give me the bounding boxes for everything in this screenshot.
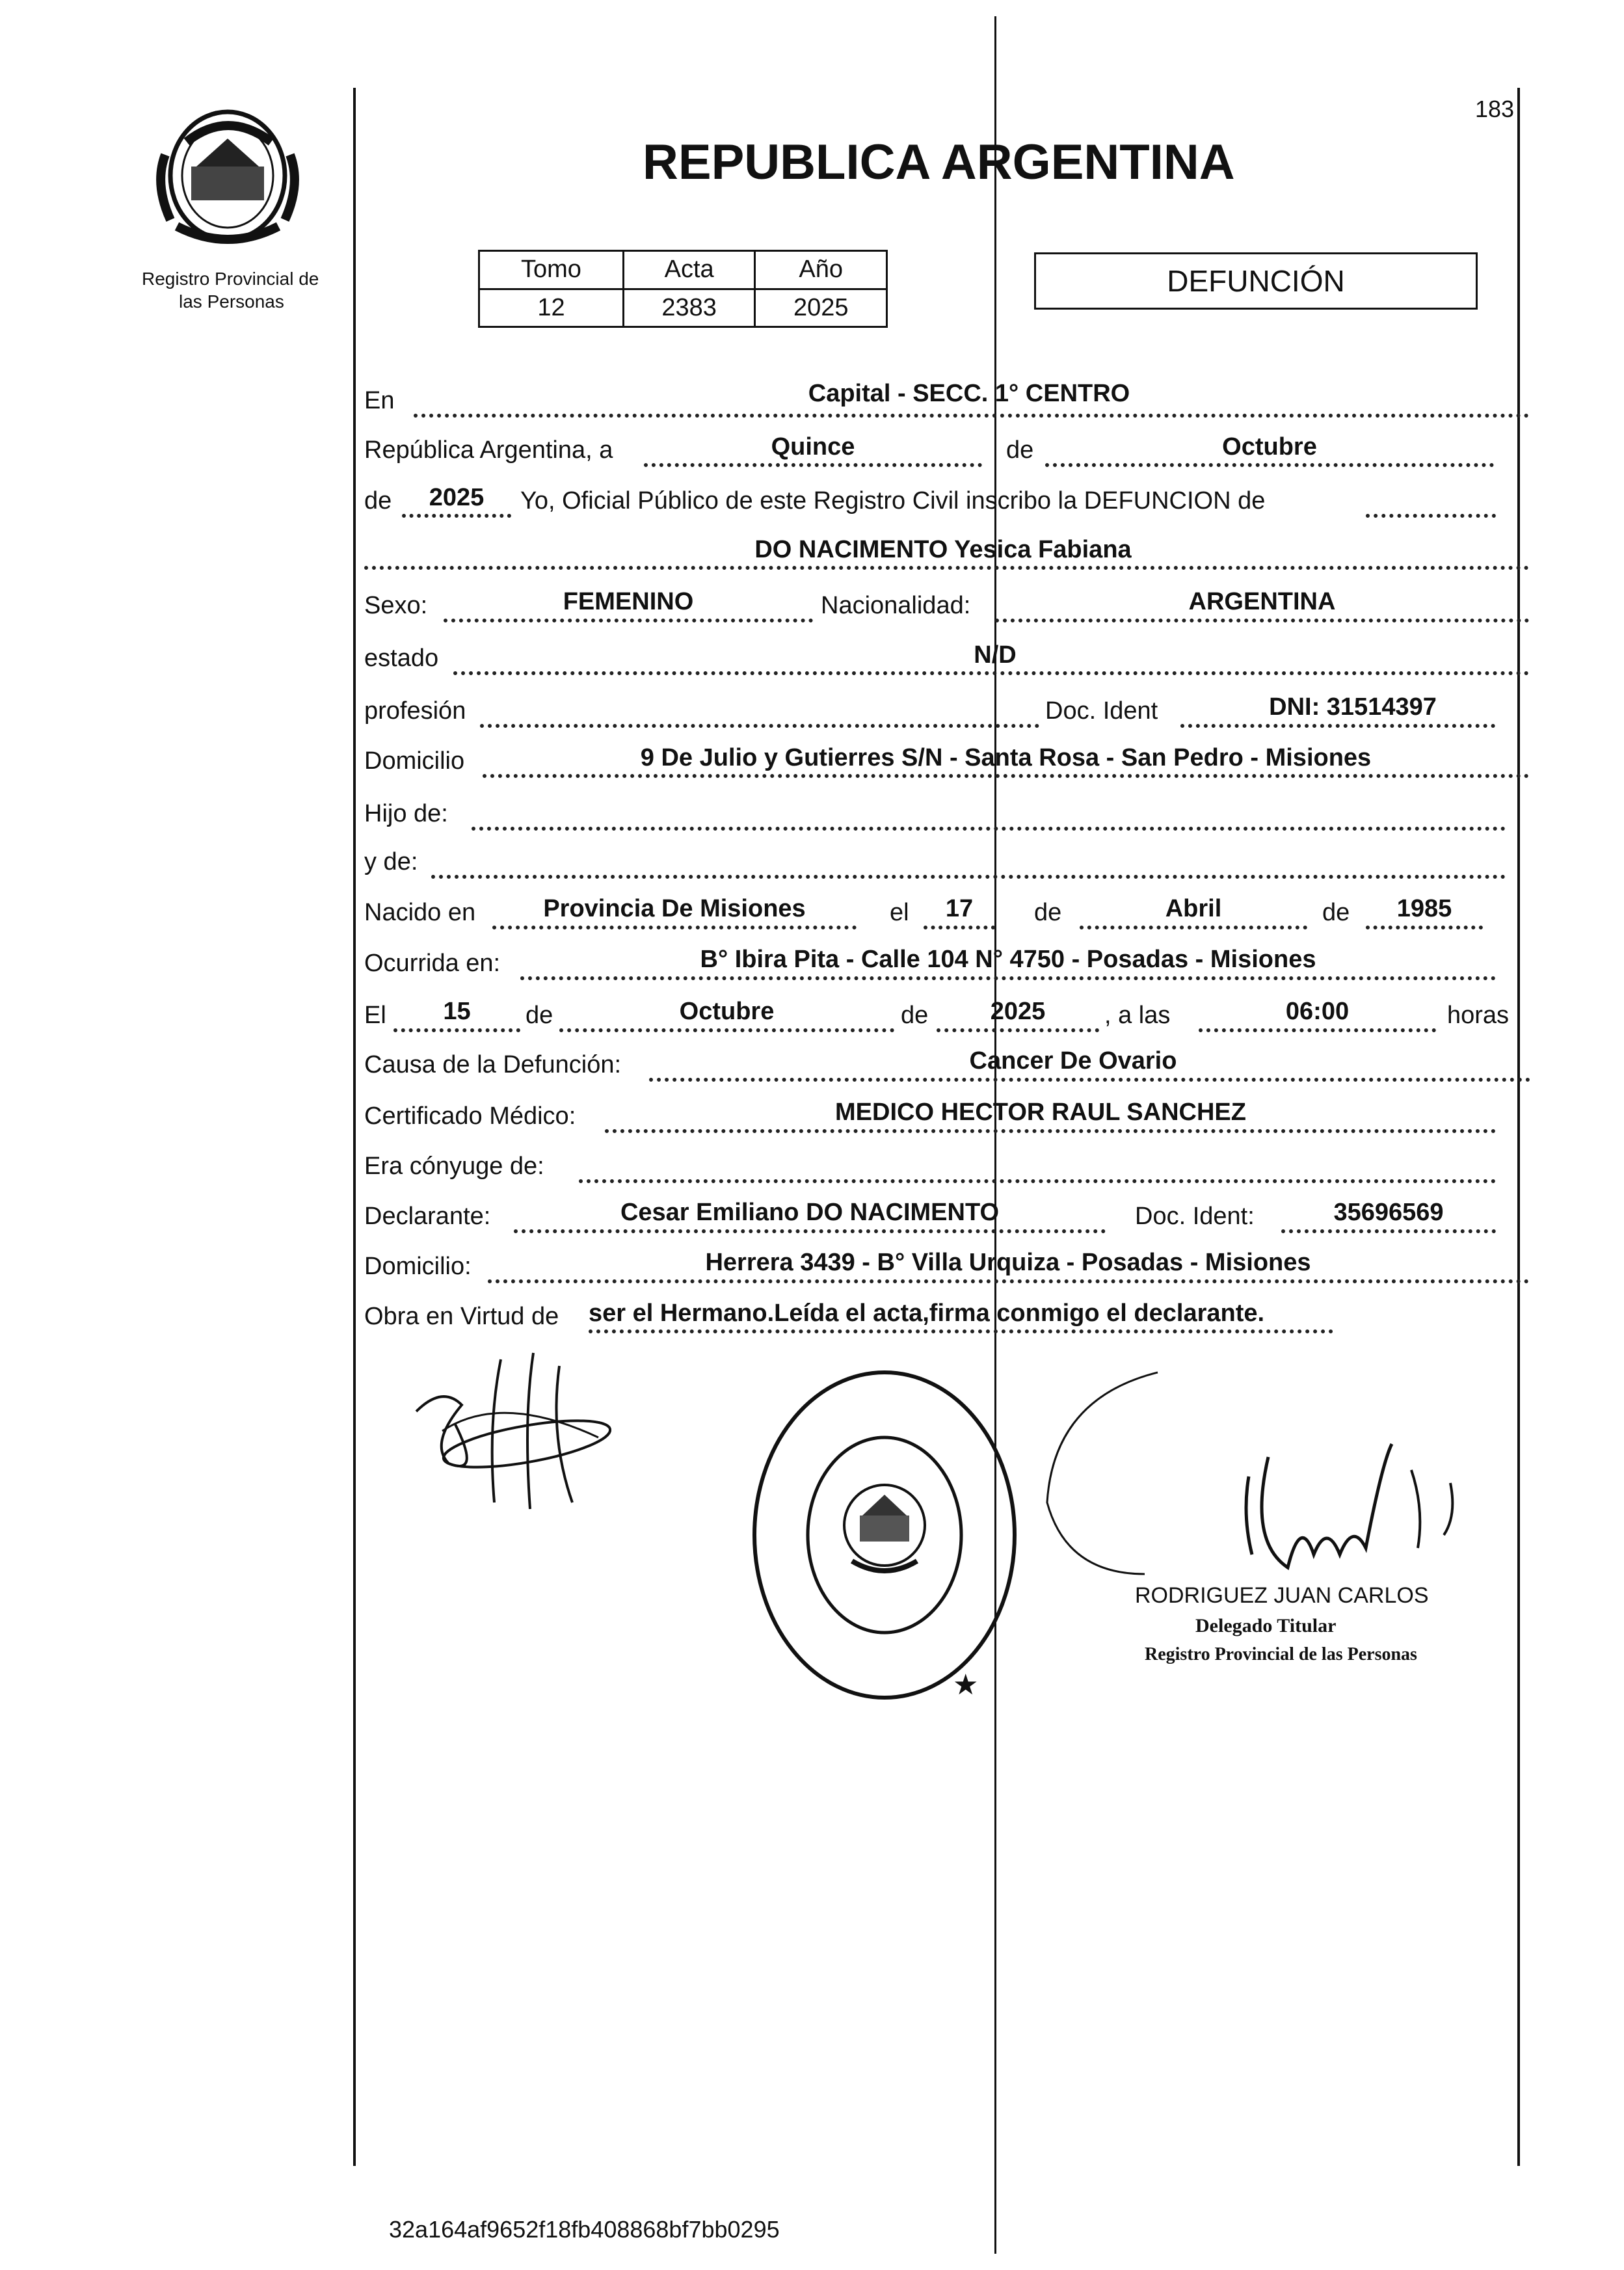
death-time-dots xyxy=(1199,1028,1436,1032)
yo-text: Yo, Oficial Público de este Registro Civil inscribo la DEFUNCION de xyxy=(520,487,1266,514)
cert-label: Certificado Médico: xyxy=(364,1102,576,1130)
el-label: el xyxy=(890,899,909,926)
value-acta: 2383 xyxy=(623,289,755,327)
causa-dots xyxy=(649,1078,1530,1082)
official-name: RODRIGUEZ JUAN CARLOS xyxy=(1135,1583,1429,1608)
left-margin-line xyxy=(353,88,356,2166)
nacido-value: Provincia De Misiones xyxy=(543,895,806,922)
estado-value: N/D xyxy=(974,641,1017,669)
sexo-value: FEMENINO xyxy=(563,588,694,615)
de-label-3: de xyxy=(1034,899,1062,926)
name-dots xyxy=(364,566,1529,570)
right-margin-line xyxy=(1517,88,1520,2166)
doc-dots xyxy=(1180,724,1495,728)
death-time: 06:00 xyxy=(1285,998,1350,1025)
birth-day-dots xyxy=(924,926,995,929)
official-title: Delegado Titular xyxy=(1195,1615,1337,1636)
official-office: Registro Provincial de las Personas xyxy=(1145,1644,1417,1664)
de-label-5: de xyxy=(526,1002,553,1029)
header-acta: Acta xyxy=(623,251,755,289)
yde-dots xyxy=(431,875,1506,879)
declarante-dots xyxy=(514,1229,1106,1233)
delegation-stamp xyxy=(748,1366,1021,1704)
profesion-label: profesión xyxy=(364,697,466,725)
death-day-dots xyxy=(393,1028,520,1032)
nacionalidad-dots xyxy=(995,619,1529,622)
official-signature-icon xyxy=(1028,1359,1483,1594)
official-signature xyxy=(1028,1359,1483,1594)
obra-dots xyxy=(589,1329,1333,1333)
nacionalidad-label: Nacionalidad: xyxy=(821,592,971,619)
deceased-name: DO NACIMENTO Yesica Fabiana xyxy=(754,536,1132,563)
value-ano: 2025 xyxy=(755,289,887,327)
yo-dots xyxy=(1366,514,1496,518)
register-table xyxy=(478,250,888,328)
header-tomo: Tomo xyxy=(479,251,624,289)
month-dots xyxy=(1045,463,1494,467)
register-table-values xyxy=(479,289,887,327)
nacido-label: Nacido en xyxy=(364,899,476,926)
register-table-header xyxy=(479,251,887,289)
registry-label-line1: Registro Provincial de xyxy=(142,269,319,289)
document-hash: 32a164af9652f18fb408868bf7bb0295 xyxy=(389,2216,780,2243)
nacido-dots xyxy=(492,926,857,929)
declarante-value: Cesar Emiliano DO NACIMENTO xyxy=(620,1199,1000,1226)
de-label-1: de xyxy=(1006,436,1034,464)
month-value: Octubre xyxy=(1222,433,1317,461)
horas-label: horas xyxy=(1447,1002,1510,1029)
domicilio-dots xyxy=(483,774,1529,778)
estado-dots xyxy=(453,671,1529,675)
day-value: Quince xyxy=(771,433,855,461)
birth-month-dots xyxy=(1080,926,1307,929)
cert-dots xyxy=(605,1129,1496,1133)
death-year-dots xyxy=(937,1028,1099,1032)
ocurrida-value: B° Ibira Pita - Calle 104 N° 4750 - Posadas - Misiones xyxy=(700,946,1316,973)
nacionalidad-value: ARGENTINA xyxy=(1188,588,1336,615)
en-label: En xyxy=(364,387,395,414)
declarant-signature-icon xyxy=(403,1346,611,1516)
birth-month: Abril xyxy=(1165,895,1222,922)
registry-label-line2: las Personas xyxy=(179,291,284,312)
province-seal-icon xyxy=(151,103,307,252)
decl-doc-value: 35696569 xyxy=(1333,1199,1444,1226)
birth-year: 1985 xyxy=(1396,895,1452,922)
decl-doc-dots xyxy=(1281,1229,1496,1233)
birth-day: 17 xyxy=(945,895,974,922)
act-type-box xyxy=(1034,252,1478,310)
conyuge-label: Era cónyuge de: xyxy=(364,1153,544,1180)
svg-text:★: ★ xyxy=(953,1668,979,1702)
page-number: 183 xyxy=(1475,96,1515,122)
decl-dom-dots xyxy=(488,1279,1529,1283)
ocurrida-label: Ocurrida en: xyxy=(364,950,501,977)
decl-dom-value: Herrera 3439 - B° Villa Urquiza - Posadas - Misiones xyxy=(705,1249,1311,1276)
profesion-dots xyxy=(480,724,1039,728)
death-month: Octubre xyxy=(679,998,775,1025)
el-cap-label: El xyxy=(364,1002,386,1029)
death-day: 15 xyxy=(443,998,471,1025)
death-year: 2025 xyxy=(990,998,1046,1025)
day-dots xyxy=(644,463,982,467)
doc-value: DNI: 31514397 xyxy=(1269,693,1437,721)
alas-label: , a las xyxy=(1104,1002,1171,1029)
en-dots xyxy=(414,414,1529,418)
year-dots xyxy=(402,514,511,518)
estado-label: estado xyxy=(364,645,439,672)
sexo-dots xyxy=(444,619,813,622)
sexo-label: Sexo: xyxy=(364,592,428,619)
province-seal xyxy=(151,103,307,252)
value-tomo: 12 xyxy=(479,289,624,327)
hijo-dots xyxy=(472,827,1506,831)
rep-label: República Argentina, a xyxy=(364,436,613,464)
de-label-6: de xyxy=(901,1002,929,1029)
death-month-dots xyxy=(559,1028,894,1032)
declarante-label: Declarante: xyxy=(364,1203,491,1230)
de-label-2: de xyxy=(364,487,392,514)
ocurrida-dots xyxy=(520,976,1496,980)
delegation-stamp-icon xyxy=(748,1366,1021,1704)
causa-value: Cancer De Ovario xyxy=(969,1047,1177,1075)
causa-label: Causa de la Defunción: xyxy=(364,1051,622,1078)
cert-value: MEDICO HECTOR RAUL SANCHEZ xyxy=(835,1099,1246,1126)
domicilio-value: 9 De Julio y Gutierres S/N - Santa Rosa - San Pedro - Misiones xyxy=(640,744,1372,771)
yde-label: y de: xyxy=(364,848,418,875)
conyuge-dots xyxy=(579,1179,1496,1183)
obra-label: Obra en Virtud de xyxy=(364,1303,559,1330)
decl-doc-label: Doc. Ident: xyxy=(1135,1203,1255,1230)
doc-label: Doc. Ident xyxy=(1045,697,1158,725)
obra-value: ser el Hermano.Leída el acta,firma conmigo el declarante. xyxy=(589,1300,1265,1327)
en-value: Capital - SECC. 1° CENTRO xyxy=(808,380,1130,407)
declarant-signature xyxy=(403,1346,611,1516)
domicilio-label: Domicilio xyxy=(364,747,465,775)
header-ano: Año xyxy=(755,251,887,289)
birth-year-dots xyxy=(1366,926,1483,929)
hijo-label: Hijo de: xyxy=(364,800,448,827)
de-label-4: de xyxy=(1322,899,1350,926)
fold-line xyxy=(994,16,996,2254)
year-value: 2025 xyxy=(429,484,485,511)
act-type-label: DEFUNCIÓN xyxy=(1167,264,1345,298)
decl-dom-label: Domicilio: xyxy=(364,1253,472,1280)
page-title: REPUBLICA ARGENTINA xyxy=(643,135,1235,190)
